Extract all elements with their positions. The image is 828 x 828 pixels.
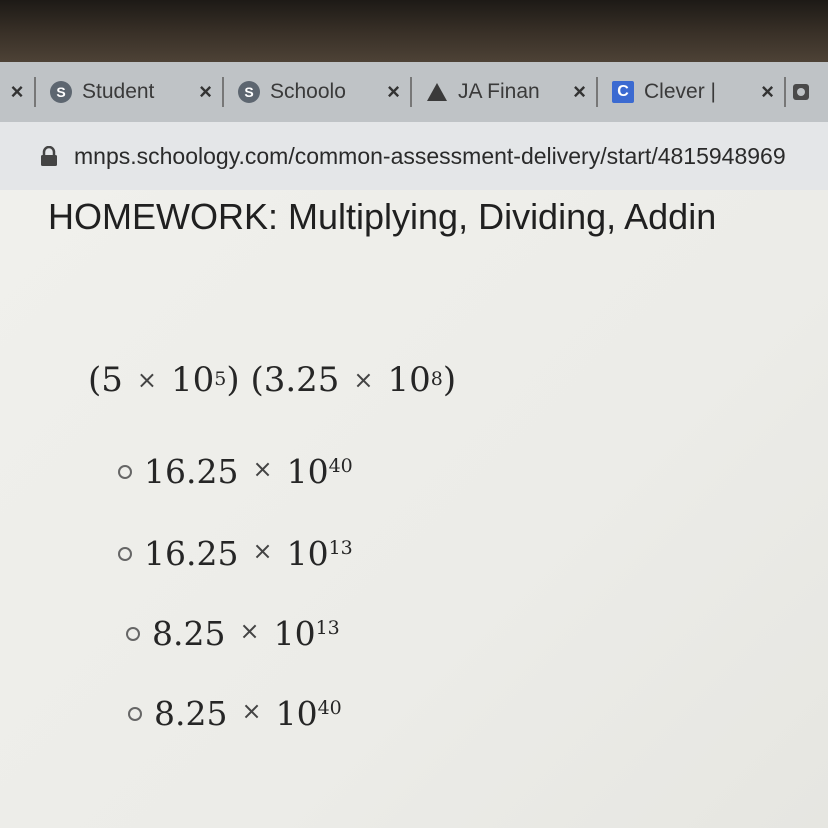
- option-coefficient: 16.25: [144, 534, 239, 573]
- tab-clever[interactable]: [598, 62, 784, 122]
- tab-strip: [0, 62, 828, 122]
- radio-button[interactable]: [118, 547, 132, 561]
- option-coefficient: 8.25: [152, 614, 226, 653]
- previous-tab-close-icon[interactable]: ×: [10, 79, 24, 104]
- factor-a-coefficient: (5: [88, 360, 123, 400]
- option-base: 10: [286, 452, 329, 491]
- radio-button[interactable]: [128, 707, 142, 721]
- option-exponent: 13: [315, 616, 340, 639]
- factor-a-close-paren: ): [226, 360, 240, 400]
- address-bar[interactable]: [0, 122, 828, 192]
- factor-a-exponent: 5: [214, 368, 227, 390]
- lock-icon: [40, 146, 58, 166]
- close-icon[interactable]: ×: [573, 79, 586, 104]
- tab-ja-finance[interactable]: [412, 62, 596, 122]
- factor-b-exponent: 8: [430, 368, 443, 390]
- option-coefficient: 8.25: [154, 694, 228, 733]
- assessment-page: [0, 190, 828, 828]
- close-icon[interactable]: ×: [199, 79, 212, 104]
- clever-icon: C: [612, 81, 634, 103]
- times-symbol: ×: [136, 366, 158, 394]
- factor-b-close-paren: ): [442, 360, 457, 400]
- tab-label: JA Finan: [458, 80, 540, 103]
- option-coefficient: 16.25: [144, 452, 239, 491]
- times-symbol: ×: [252, 454, 273, 483]
- option-exponent: 40: [317, 696, 342, 719]
- factor-b-base: 10: [387, 360, 431, 400]
- factor-b-coefficient: (3.25: [250, 360, 340, 400]
- option-exponent: 40: [328, 454, 353, 477]
- radio-button[interactable]: [126, 627, 140, 641]
- tab-student[interactable]: [36, 62, 222, 122]
- partial-tab-icon: [790, 81, 812, 103]
- tab-label: Schoolo: [270, 80, 346, 103]
- factor-a-base: 10: [171, 360, 215, 400]
- answer-option[interactable]: [126, 614, 340, 653]
- url-text[interactable]: mnps.schoology.com/common-assessment-delivery/start/4815948969: [74, 142, 786, 169]
- close-icon[interactable]: ×: [387, 79, 400, 104]
- page-title: HOMEWORK: Multiplying, Dividing, Addin: [48, 196, 717, 237]
- screen-bezel: [0, 0, 828, 62]
- option-base: 10: [286, 534, 329, 573]
- tab-label: Student: [82, 80, 155, 103]
- tab-schoology[interactable]: [224, 62, 410, 122]
- close-icon[interactable]: ×: [761, 79, 774, 104]
- answer-option[interactable]: [118, 452, 353, 491]
- question-expression: [88, 360, 456, 400]
- times-symbol: ×: [239, 616, 260, 645]
- schoology-icon: S: [50, 81, 72, 103]
- option-exponent: 13: [328, 536, 353, 559]
- times-symbol: ×: [353, 366, 374, 394]
- tab-label: Clever |: [644, 80, 716, 103]
- tab-partial[interactable]: [786, 62, 826, 122]
- times-symbol: ×: [252, 536, 273, 565]
- option-base: 10: [273, 614, 316, 653]
- answer-option[interactable]: [118, 534, 353, 573]
- google-drive-icon: [426, 81, 448, 103]
- radio-button[interactable]: [118, 465, 132, 479]
- answer-option[interactable]: [128, 694, 342, 733]
- schoology-icon: S: [238, 81, 260, 103]
- times-symbol: ×: [241, 696, 262, 725]
- option-base: 10: [275, 694, 318, 733]
